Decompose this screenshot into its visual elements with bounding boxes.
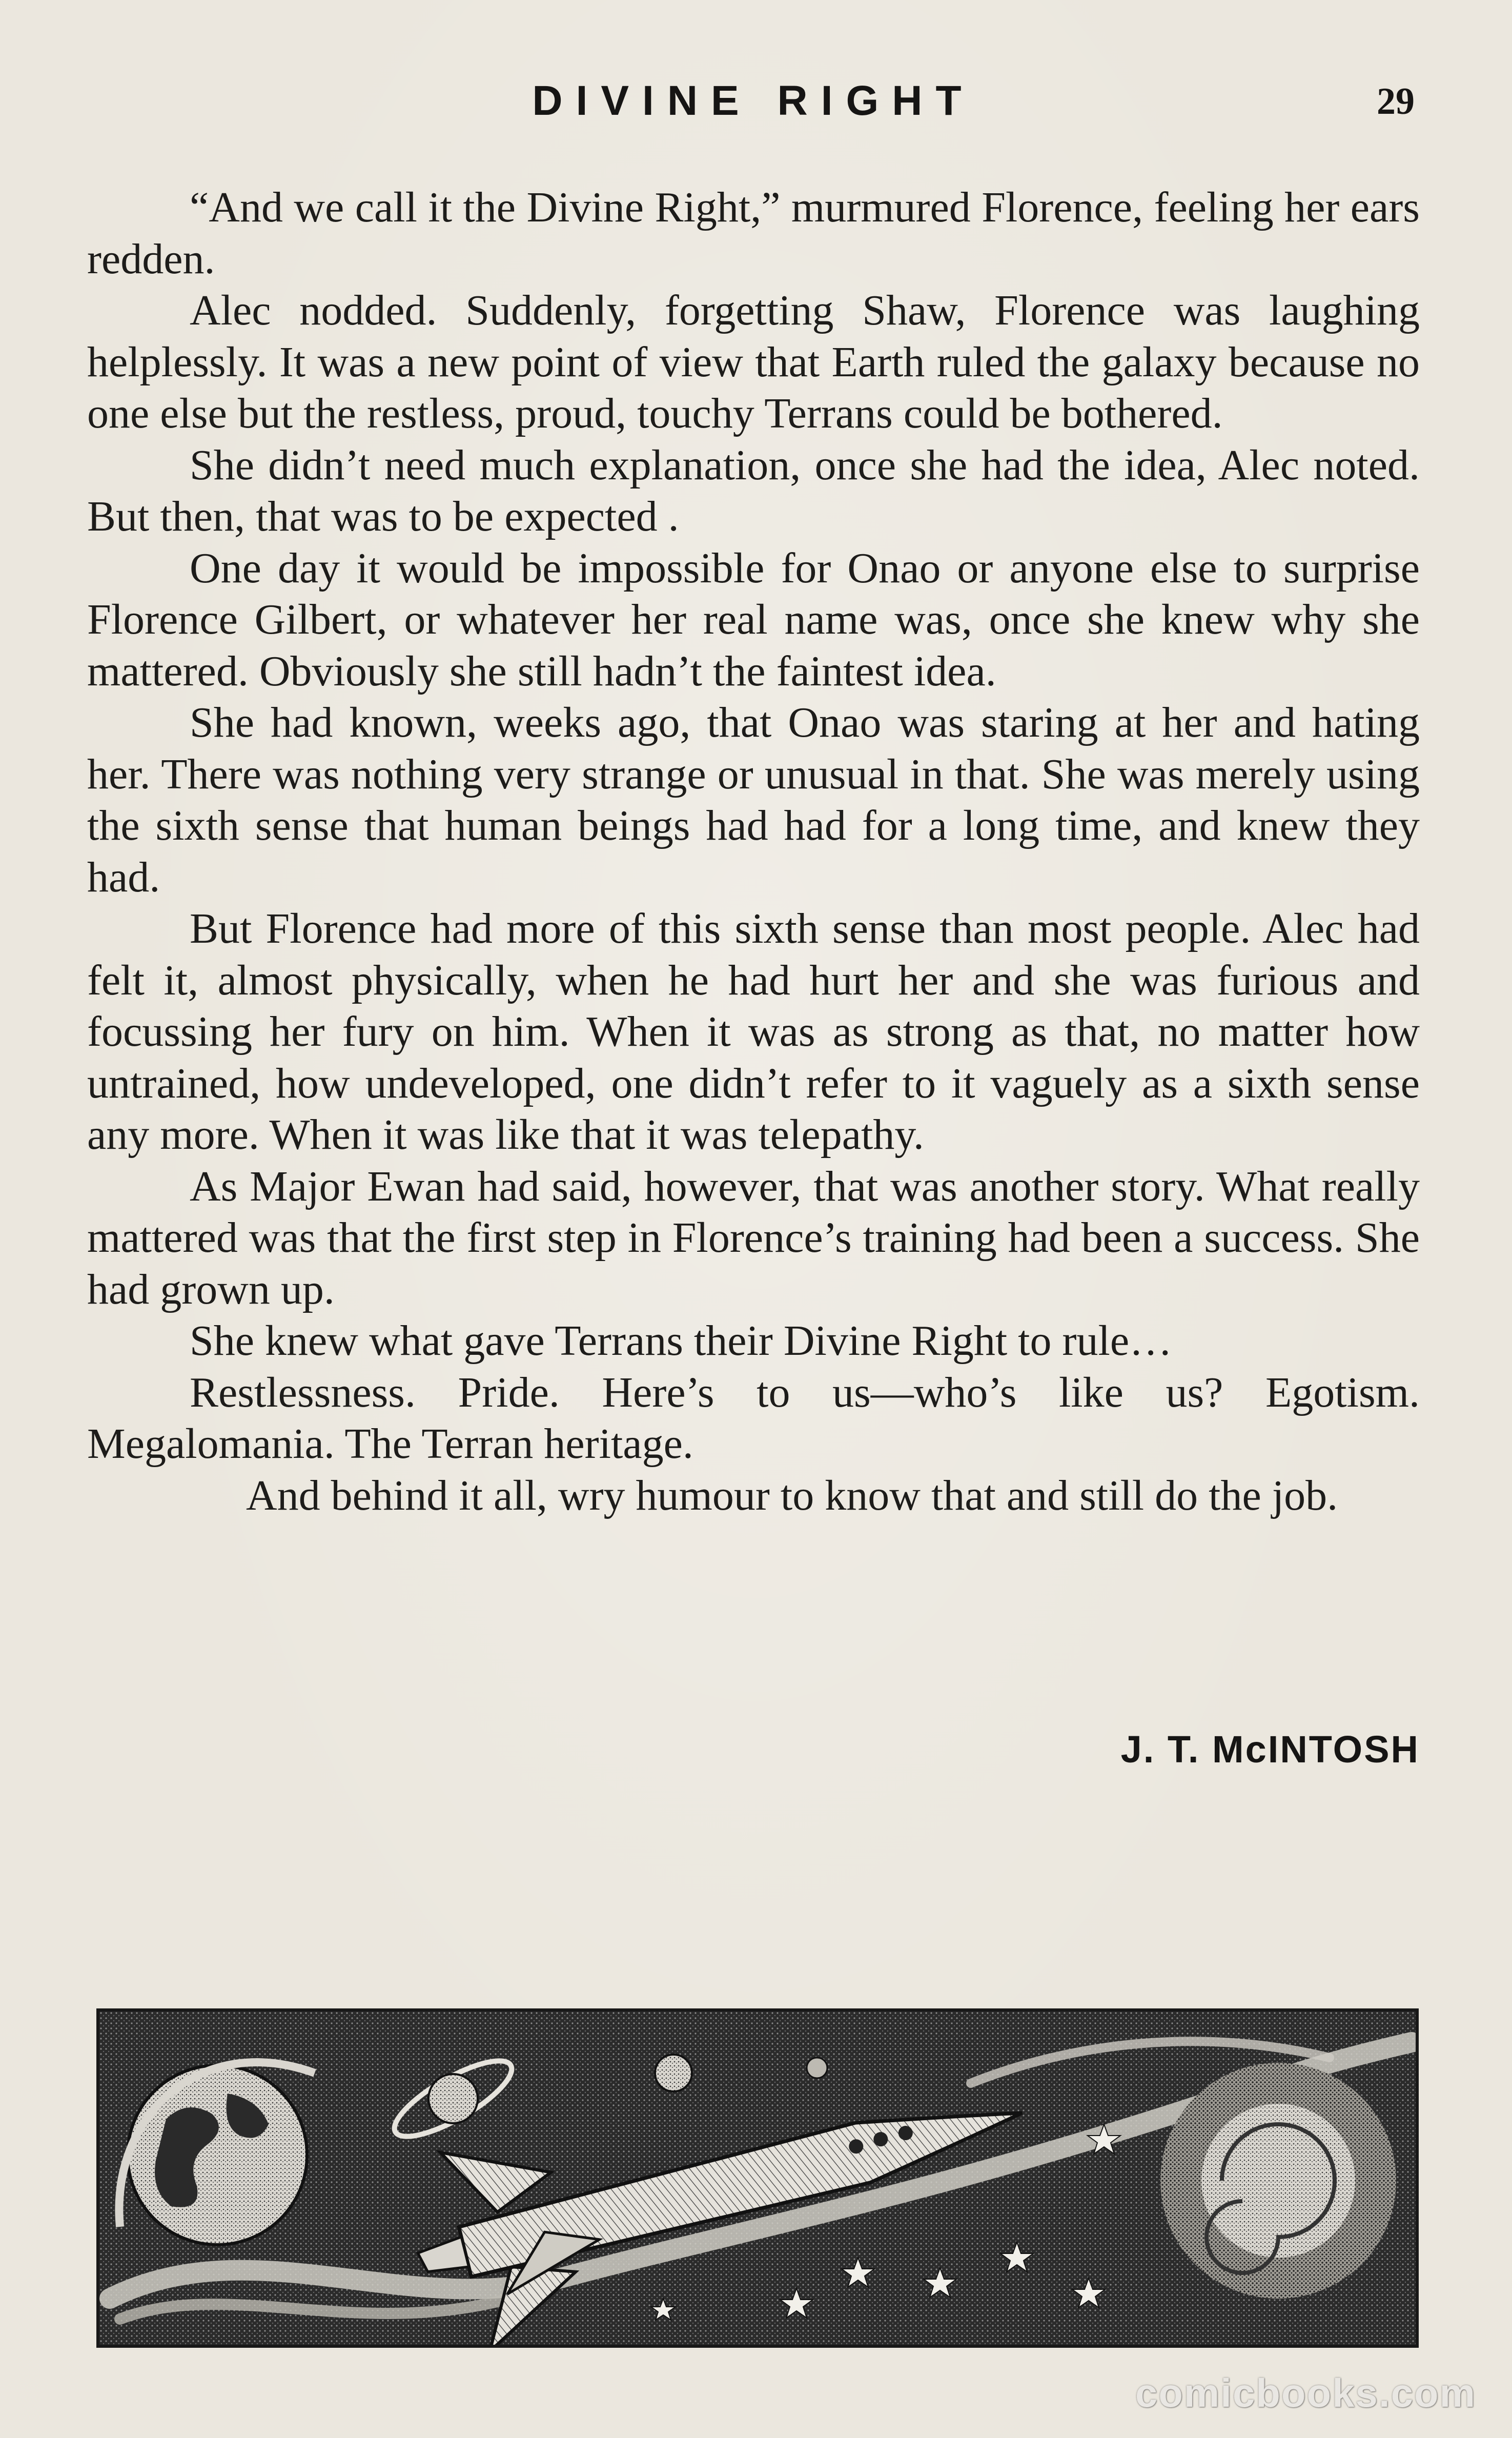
paragraph: But Florence had more of this sixth sense than most people. Alec had felt it, almost physically, when he had hurt her and she was furious and focussing her fury on him. When it was as strong as that, no matter how untrained, how undeveloped, one didn’t refer to it vaguely as a sixth sense any more. When it was like that it was telepathy. <box>87 905 1420 1159</box>
paragraph: Restlessness. Pride. Here’s to us—who’s like us? Egotism. Megalomania. The Terran heritage. <box>87 1368 1420 1468</box>
watermark: comicbooks.com <box>1135 2370 1476 2415</box>
running-title: DIVINE RIGHT <box>532 77 975 124</box>
paragraph: Alec nodded. Suddenly, forgetting Shaw, Florence was laughing helplessly. It was a new point of view that Earth ruled the galaxy because no one else but the restless, proud, touchy Terrans could be bothered. <box>87 287 1420 437</box>
paragraph: And behind it all, wry humour to know that and still do the job. <box>246 1471 1338 1519</box>
moon-icon <box>807 2058 827 2078</box>
running-head <box>87 77 1420 138</box>
page-number: 29 <box>1377 80 1415 123</box>
rocket-illustration <box>96 2008 1419 2348</box>
story-text <box>87 182 1420 1521</box>
earth-planet-icon <box>128 2065 307 2245</box>
paragraph: She knew what gave Terrans their Divine Right to rule… <box>190 1317 1173 1365</box>
saturn-planet-icon <box>428 2074 478 2123</box>
paragraph: One day it would be impossible for Onao or anyone else to surprise Florence Gilbert, or whatever her real name was, once she knew why she mattered. Obviously she still hadn’t the faintest idea. <box>87 544 1420 695</box>
galaxy-core <box>1201 2104 1355 2258</box>
paragraph: “And we call it the Divine Right,” murmured Florence, feeling her ears redden. <box>87 184 1420 283</box>
paragraph: She had known, weeks ago, that Onao was staring at her and hating her. There was nothing very strange or unusual in that. She was merely using the sixth sense that human beings had had for a long time, and knew they had. <box>87 699 1420 901</box>
moon-icon <box>655 2055 692 2091</box>
paragraph: As Major Ewan had said, however, that was another story. What really mattered was that the first step in Florence’s training had been a success. She had grown up. <box>87 1162 1420 1313</box>
paragraph: She didn’t need much explanation, once she had the idea, Alec noted. But then, that was to be expected . <box>87 441 1420 540</box>
author-byline: J. T. McINTOSH <box>1120 1728 1420 1771</box>
